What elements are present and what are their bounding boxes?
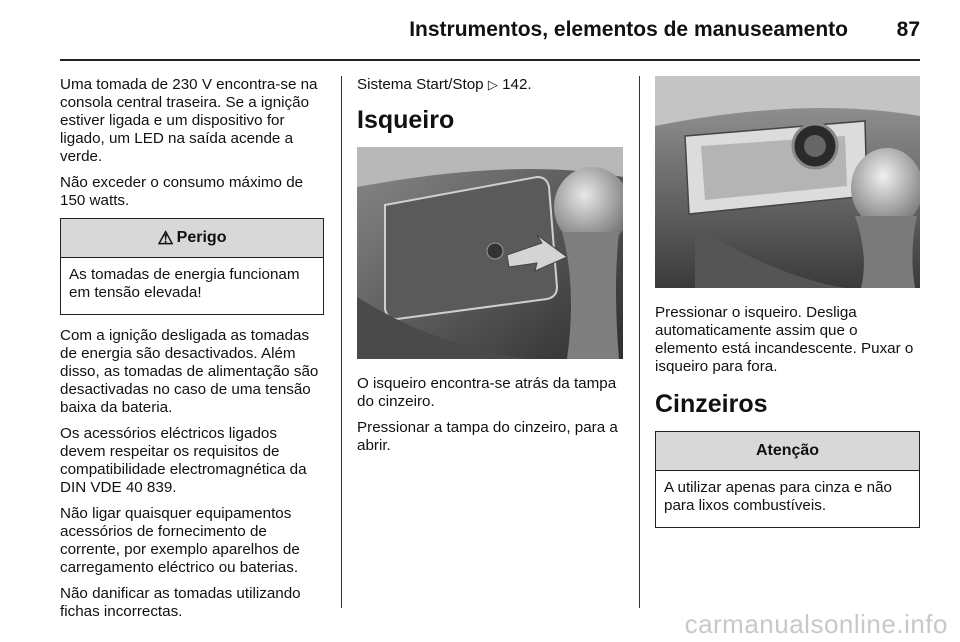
notice-box-text: A utilizar apenas para cinza e não para lixos combustíveis. — [664, 479, 892, 514]
danger-box — [60, 218, 324, 315]
danger-box-header — [61, 219, 323, 258]
header-rule — [60, 59, 920, 61]
notice-box — [655, 431, 920, 528]
section-heading-isqueiro: Isqueiro — [357, 106, 455, 134]
paragraph: O isqueiro encontra-se atrás da tampa do cinzeiro. — [357, 375, 617, 410]
page-number: 87 — [896, 18, 920, 41]
lighter-socket-figure — [655, 76, 920, 288]
cross-reference-text: Sistema Start/Stop — [357, 76, 484, 93]
notice-box-header — [656, 432, 919, 471]
section-heading-cinzeiros: Cinzeiros — [655, 390, 768, 418]
cigarette-lighter-figure — [357, 147, 623, 359]
console-illustration-icon — [357, 147, 623, 359]
notice-box-title: Atenção — [755, 442, 820, 459]
paragraph: Pressionar a tampa do cinzeiro, para a abrir. — [357, 419, 618, 454]
column-middle — [357, 76, 623, 463]
paragraph: Não ligar quaisquer equipamentos acessórios de fornecimento de corrente, por exemplo aparelhos de carregamento eléctrico ou baterias. — [60, 505, 300, 576]
cross-reference — [357, 76, 623, 94]
paragraph: Não exceder o consumo máximo de 150 watts. — [60, 174, 304, 209]
paragraph: Não danificar as tomadas utilizando fichas incorrectas. — [60, 585, 301, 620]
lighter-illustration-icon — [655, 76, 920, 288]
danger-box-text: As tomadas de energia funcionam em tensão elevada! — [69, 266, 300, 301]
paragraph: Com a ignição desligada as tomadas de energia são desactivados. Além disso, as tomadas de alimentação são desactivadas no caso de uma tensão baixa da bateria. — [60, 327, 319, 416]
warning-triangle-icon: ⚠ — [157, 227, 174, 248]
column-right — [655, 76, 920, 540]
paragraph: Pressionar o isqueiro. Desliga automaticamente assim que o elemento está incandescente. Puxar o isqueiro para fora. — [655, 304, 914, 375]
page-reference-arrow-icon: ▷ — [487, 77, 498, 92]
cross-reference-page[interactable]: 142. — [502, 76, 532, 93]
column-left — [60, 76, 324, 629]
danger-box-body — [61, 258, 323, 314]
page-header — [0, 0, 960, 62]
running-title: Instrumentos, elementos de manuseamento — [409, 18, 848, 41]
paragraph: Uma tomada de 230 V encontra-se na consola central traseira. Se a ignição estiver ligada e um dispositivo for ligado, um LED na saída acende a verde. — [60, 76, 318, 165]
column-divider — [341, 76, 342, 608]
notice-box-body — [656, 471, 919, 527]
watermark: carmanualsonline.info — [684, 609, 948, 639]
column-divider — [639, 76, 640, 608]
danger-box-title: Perigo — [176, 229, 227, 246]
paragraph: Os acessórios eléctricos ligados devem respeitar os requisitos de compatibilidade electromagnética da DIN VDE 40 839. — [60, 425, 307, 496]
